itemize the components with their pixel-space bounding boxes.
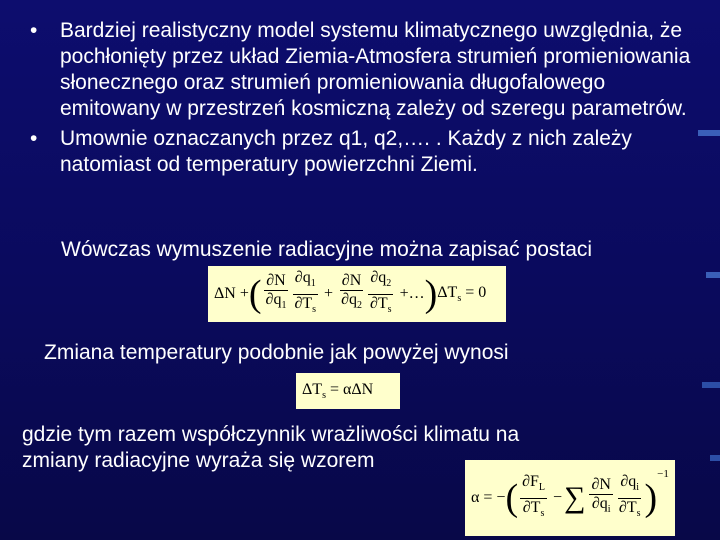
bullet-list	[30, 18, 700, 182]
decorative-stripe	[710, 455, 720, 461]
decorative-stripe	[706, 272, 720, 278]
bullet-item: • Umownie oznaczanych przez q1, q2,…. . Każdy z nich zależy natomiast od temperatury powierzchni Ziemi.	[30, 126, 700, 178]
text-line-sensitivity: gdzie tym razem współczynnik wrażliwości klimatu na	[22, 423, 520, 446]
formula-climate-sensitivity: α = − ( $\frac{\partial F_L}{\partial T_s}$ − ∑ $\frac{\partial N}{\partial q_i}$ $\frac{\partial q_i}{\partial T_s}$ ) −1	[465, 460, 675, 536]
formula-radiative-forcing: ΔN + ( $\frac{\partial N}{\partial q_1}$ $\frac{\partial q_1}{\partial T_s}$ + $\frac{\partial N}{\partial q_2}$ $\frac{\partial q_2}{\partial T_s}$ +… ) $\Delta T_s = 0$	[208, 266, 506, 322]
formula-temperature-change: $\Delta T_s = \alpha\Delta N$	[296, 373, 400, 409]
bullet-item: • Bardziej realistyczny model systemu klimatycznego uwzględnia, że pochłonięty przez układ Ziemia-Atmosfera strumień promieniowania słonecznego oraz strumień promieniowania długofalowego emitowany w przestrzeń kosmiczną zależy od szeregu parametrów.	[30, 18, 700, 122]
decorative-stripe	[698, 130, 720, 136]
decorative-stripe	[702, 382, 720, 388]
text-line-temperature: Zmiana temperatury podobnie jak powyżej wynosi	[44, 341, 509, 364]
text-line-formula-intro: zmiany radiacyjne wyraża się wzorem	[22, 449, 375, 472]
text-line-forcing: Wówczas wymuszenie radiacyjne można zapisać postaci	[61, 238, 593, 261]
